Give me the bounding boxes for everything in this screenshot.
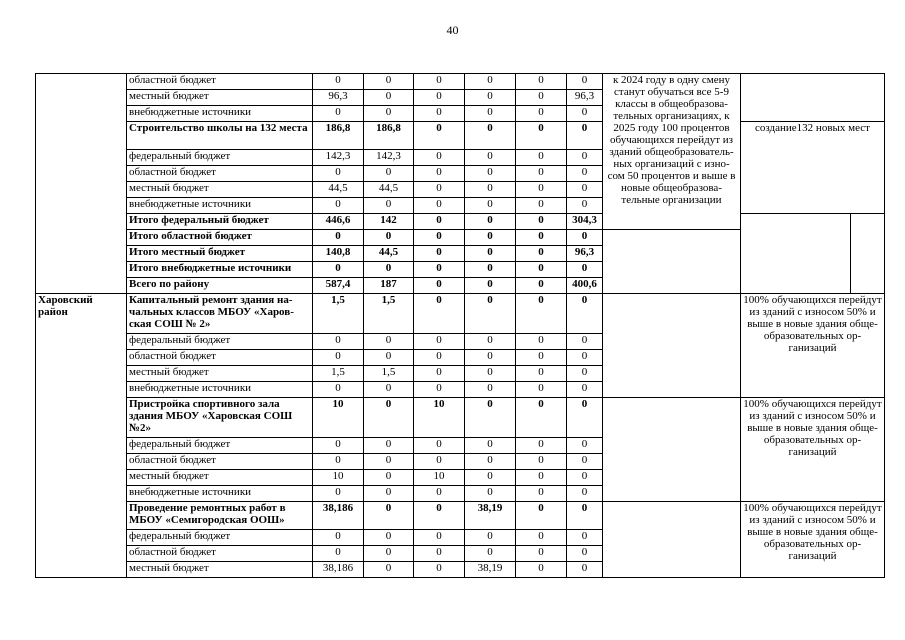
row-label: местный бюджет [127, 182, 313, 198]
cell-value: 0 [516, 470, 567, 486]
cell-value: 1,5 [313, 294, 364, 334]
cell-value: 400,6 [567, 278, 603, 294]
cell-value: 0 [313, 198, 364, 214]
result-cell: 100% обучающихся перейдут из зданий с износом 50% и выше в новые здания обще-образовательных ор-ганизаций [741, 398, 885, 502]
cell-value: 44,5 [313, 182, 364, 198]
result-cell: 100% обучающихся перейдут из зданий с износом 50% и выше в новые здания обще-образовательных ор-ганизаций [741, 502, 885, 578]
cell-value: 0 [364, 562, 414, 578]
row-label: областной бюджет [127, 350, 313, 366]
cell-value: 0 [414, 122, 465, 150]
cell-value: 0 [465, 454, 516, 470]
cell-value: 0 [364, 486, 414, 502]
cell-value: 0 [414, 230, 465, 246]
cell-value: 0 [465, 74, 516, 90]
table-row [36, 74, 885, 90]
cell-value: 0 [516, 438, 567, 454]
cell-value: 0 [414, 278, 465, 294]
cell-value: 186,8 [364, 122, 414, 150]
cell-value: 0 [516, 90, 567, 106]
cell-value: 0 [516, 150, 567, 166]
cell-value: 0 [414, 214, 465, 230]
note-cell-empty [603, 502, 741, 578]
cell-value: 0 [465, 246, 516, 262]
row-label: местный бюджет [127, 90, 313, 106]
cell-value: 44,5 [364, 246, 414, 262]
cell-value: 0 [414, 182, 465, 198]
cell-value: 0 [516, 166, 567, 182]
cell-value: 44,5 [364, 182, 414, 198]
row-label: внебюджетные источники [127, 382, 313, 398]
row-label: местный бюджет [127, 366, 313, 382]
cell-value: 0 [414, 546, 465, 562]
cell-value: 0 [567, 562, 603, 578]
cell-value: 38,186 [313, 502, 364, 530]
result-cell-empty [741, 74, 885, 122]
row-label: Итого областной бюджет [127, 230, 313, 246]
cell-value: 0 [516, 262, 567, 278]
cell-value: 0 [313, 486, 364, 502]
cell-value: 0 [364, 546, 414, 562]
cell-value: 0 [567, 106, 603, 122]
cell-value: 0 [465, 230, 516, 246]
table-row [36, 122, 885, 150]
cell-value: 0 [516, 214, 567, 230]
cell-value: 0 [414, 454, 465, 470]
row-label: Пристройка спортивного зала здания МБОУ «Харовская СОШ №2» [127, 398, 313, 438]
cell-value: 0 [414, 366, 465, 382]
cell-value: 0 [313, 334, 364, 350]
cell-value: 0 [567, 182, 603, 198]
cell-value: 0 [364, 470, 414, 486]
cell-value: 0 [465, 470, 516, 486]
cell-value: 96,3 [313, 90, 364, 106]
row-label: Итого местный бюджет [127, 246, 313, 262]
cell-value: 0 [465, 122, 516, 150]
cell-value: 0 [567, 350, 603, 366]
cell-value: 0 [313, 350, 364, 366]
cell-value: 0 [567, 454, 603, 470]
cell-value: 0 [313, 546, 364, 562]
cell-value: 38,186 [313, 562, 364, 578]
cell-value: 1,5 [364, 294, 414, 334]
result-cell: 100% обучающихся перейдут из зданий с износом 50% и выше в новые здания обще-образовательных ор-ганизаций [741, 294, 885, 398]
cell-value: 0 [567, 486, 603, 502]
cell-value: 0 [364, 438, 414, 454]
cell-value: 0 [567, 334, 603, 350]
page-number: 40 [446, 23, 459, 37]
note-cell-empty [603, 294, 741, 398]
cell-value: 0 [313, 106, 364, 122]
cell-value: 0 [567, 122, 603, 150]
cell-value: 0 [567, 150, 603, 166]
cell-value: 0 [465, 214, 516, 230]
cell-value: 0 [414, 530, 465, 546]
cell-value: 0 [414, 262, 465, 278]
cell-value: 0 [313, 530, 364, 546]
cell-value: 0 [465, 530, 516, 546]
cell-value: 0 [516, 486, 567, 502]
cell-value: 0 [364, 502, 414, 530]
cell-value: 140,8 [313, 246, 364, 262]
table-row [36, 398, 885, 438]
cell-value: 446,6 [313, 214, 364, 230]
cell-value: 0 [465, 182, 516, 198]
cell-value: 0 [364, 166, 414, 182]
cell-value: 0 [465, 278, 516, 294]
cell-value: 0 [465, 150, 516, 166]
cell-value: 0 [516, 530, 567, 546]
cell-value: 0 [465, 382, 516, 398]
row-label: местный бюджет [127, 470, 313, 486]
cell-value: 304,3 [567, 214, 603, 230]
cell-value: 0 [465, 198, 516, 214]
cell-value: 0 [313, 454, 364, 470]
cell-value: 0 [516, 382, 567, 398]
cell-value: 0 [567, 166, 603, 182]
row-label: федеральный бюджет [127, 334, 313, 350]
cell-value: 0 [414, 502, 465, 530]
cell-value: 0 [516, 502, 567, 530]
cell-value: 0 [516, 398, 567, 438]
cell-value: 0 [465, 366, 516, 382]
cell-value: 0 [465, 294, 516, 334]
cell-value: 10 [414, 470, 465, 486]
cell-value: 38,19 [465, 502, 516, 530]
row-label: внебюджетные источники [127, 486, 313, 502]
result-cell-school: создание132 новых мест [741, 122, 885, 214]
cell-value: 0 [516, 294, 567, 334]
cell-value: 0 [516, 106, 567, 122]
cell-value: 0 [364, 198, 414, 214]
cell-value: 0 [364, 74, 414, 90]
cell-value: 0 [567, 198, 603, 214]
cell-value: 0 [313, 438, 364, 454]
cell-value: 96,3 [567, 90, 603, 106]
row-label: Капитальный ремонт здания на-чальных классов МБОУ «Харов-ская СОШ № 2» [127, 294, 313, 334]
cell-value: 0 [516, 350, 567, 366]
cell-value: 0 [414, 382, 465, 398]
row-label: Всего по району [127, 278, 313, 294]
cell-value: 0 [567, 398, 603, 438]
cell-value: 142 [364, 214, 414, 230]
cell-value: 96,3 [567, 246, 603, 262]
budget-table [35, 73, 885, 578]
cell-value: 38,19 [465, 562, 516, 578]
cell-value: 0 [313, 262, 364, 278]
cell-value: 0 [465, 438, 516, 454]
cell-value: 0 [516, 546, 567, 562]
cell-value: 0 [516, 278, 567, 294]
cell-value: 142,3 [364, 150, 414, 166]
cell-value: 0 [313, 382, 364, 398]
cell-value: 0 [516, 366, 567, 382]
cell-value: 0 [414, 106, 465, 122]
cell-value: 0 [567, 366, 603, 382]
cell-value: 187 [364, 278, 414, 294]
cell-value: 0 [414, 246, 465, 262]
cell-value: 10 [313, 398, 364, 438]
cell-value: 0 [567, 262, 603, 278]
table-row [36, 214, 885, 230]
cell-value: 186,8 [313, 122, 364, 150]
cell-value: 0 [414, 74, 465, 90]
cell-value: 0 [465, 166, 516, 182]
cell-value: 0 [364, 350, 414, 366]
cell-value: 0 [516, 198, 567, 214]
cell-value: 0 [567, 230, 603, 246]
cell-value: 0 [465, 546, 516, 562]
row-label: внебюджетные источники [127, 106, 313, 122]
table-row [36, 502, 885, 530]
row-label: федеральный бюджет [127, 150, 313, 166]
table-row [36, 294, 885, 334]
cell-value: 0 [364, 106, 414, 122]
cell-value: 0 [364, 530, 414, 546]
cell-value: 0 [414, 150, 465, 166]
cell-value: 0 [465, 334, 516, 350]
cell-value: 142,3 [313, 150, 364, 166]
district-cell-empty [36, 74, 127, 294]
row-label: областной бюджет [127, 454, 313, 470]
cell-value: 0 [364, 398, 414, 438]
cell-value: 0 [364, 382, 414, 398]
result-cell-empty [851, 214, 885, 294]
row-label: Строительство школы на 132 места [127, 122, 313, 150]
district-name: Харовский район [36, 294, 127, 578]
cell-value: 0 [516, 182, 567, 198]
cell-value: 0 [414, 438, 465, 454]
cell-value: 0 [414, 198, 465, 214]
cell-value: 0 [516, 122, 567, 150]
cell-value: 0 [465, 486, 516, 502]
cell-value: 0 [567, 530, 603, 546]
cell-value: 1,5 [313, 366, 364, 382]
cell-value: 0 [465, 90, 516, 106]
row-label: областной бюджет [127, 166, 313, 182]
cell-value: 0 [567, 470, 603, 486]
cell-value: 0 [364, 454, 414, 470]
cell-value: 0 [364, 90, 414, 106]
row-label: местный бюджет [127, 562, 313, 578]
cell-value: 0 [516, 74, 567, 90]
note-cell-empty [741, 214, 851, 294]
cell-value: 0 [364, 262, 414, 278]
cell-value: 0 [414, 350, 465, 366]
cell-value: 0 [313, 74, 364, 90]
cell-value: 10 [414, 398, 465, 438]
cell-value: 0 [567, 438, 603, 454]
cell-value: 0 [516, 334, 567, 350]
cell-value: 0 [465, 350, 516, 366]
cell-value: 0 [567, 74, 603, 90]
cell-value: 1,5 [364, 366, 414, 382]
cell-value: 0 [414, 486, 465, 502]
cell-value: 0 [414, 166, 465, 182]
cell-value: 10 [313, 470, 364, 486]
cell-value: 0 [567, 382, 603, 398]
cell-value: 0 [516, 562, 567, 578]
cell-value: 0 [414, 334, 465, 350]
cell-value: 0 [313, 230, 364, 246]
note-cell: к 2024 году в одну смену станут обучаться все 5-9 классы в общеобразова-тельных организациях, к 2025 году 100 процентов обучающихся перейдут из зданий общеобразователь-ных организаций с изно-сом 50 процентов и выше в новые общеобразова-тельные организации [603, 74, 741, 230]
cell-value: 0 [516, 246, 567, 262]
cell-value: 0 [516, 230, 567, 246]
row-label: Итого внебюджетные источники [127, 262, 313, 278]
cell-value: 0 [414, 90, 465, 106]
cell-value: 0 [414, 562, 465, 578]
row-label: федеральный бюджет [127, 530, 313, 546]
cell-value: 0 [516, 454, 567, 470]
row-label: областной бюджет [127, 546, 313, 562]
cell-value: 0 [313, 166, 364, 182]
row-label: Проведение ремонтных работ в МБОУ «Семигородская ООШ» [127, 502, 313, 530]
row-label: Итого федеральный бюджет [127, 214, 313, 230]
row-label: внебюджетные источники [127, 198, 313, 214]
row-label: областной бюджет [127, 74, 313, 90]
note-cell-empty [603, 398, 741, 502]
cell-value: 0 [465, 398, 516, 438]
cell-value: 0 [414, 294, 465, 334]
cell-value: 0 [465, 262, 516, 278]
cell-value: 0 [567, 294, 603, 334]
cell-value: 0 [567, 502, 603, 530]
cell-value: 0 [465, 106, 516, 122]
cell-value: 587,4 [313, 278, 364, 294]
cell-value: 0 [567, 546, 603, 562]
row-label: федеральный бюджет [127, 438, 313, 454]
cell-value: 0 [364, 230, 414, 246]
cell-value: 0 [364, 334, 414, 350]
